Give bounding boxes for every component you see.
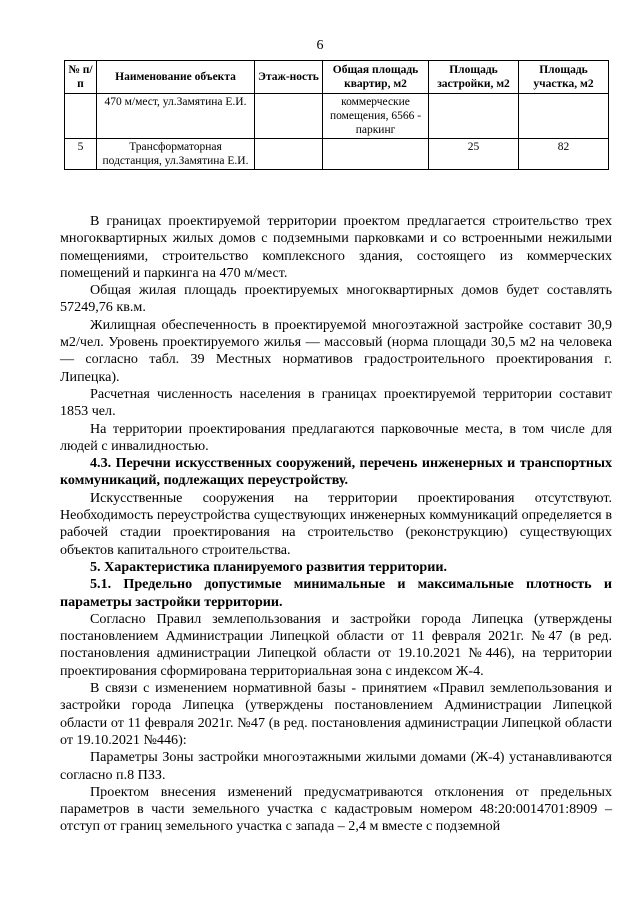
cell-number	[65, 94, 97, 139]
header-building-area: Площадь застройки, м2	[429, 61, 519, 94]
paragraph: В связи с изменением нормативной базы - принятием «Правил землепользования и застройки города Липецка (утверждены постановлением Администрации Липецкой области от 11 февраля 2021г. №47 (в ред. постановления администрации Липецкой области от 19.10.2021 №446):	[60, 680, 612, 748]
table-row	[65, 139, 609, 170]
paragraph: В границах проектируемой территории проектом предлагается строительство трех многоквартирных жилых домов с подземными парковками и со встроенными нежилыми помещениями, строительство комплексного здания, состоящего из коммерческих помещений и паркинга на 470 м/мест.	[60, 213, 612, 281]
cell-number: 5	[65, 139, 97, 170]
header-plot-area: Площадь участка, м2	[519, 61, 609, 94]
paragraph: Параметры Зоны застройки многоэтажными жилыми домами (Ж-4) устанавливаются согласно п.8 ПЗЗ.	[60, 749, 612, 783]
paragraph: Проектом внесения изменений предусматриваются отклонения от предельных параметров в части земельного участка с кадастровым номером 48:20:0014701:8909 – отступ от границ земельного участка с запада – 2,4 м вместе с подземной	[60, 783, 612, 835]
cell-object-name: Трансформаторная подстанция, ул.Замятина Е.И.	[97, 139, 255, 170]
cell-plot-area: 82	[519, 139, 609, 170]
section-heading: 5. Характеристика планируемого развития территории.	[90, 558, 447, 575]
objects-table	[64, 60, 609, 170]
cell-floors	[255, 139, 323, 170]
paragraph: На территории проектирования предлагаются парковочные места, в том числе для людей с инвалидностью.	[60, 420, 612, 454]
page-number: 6	[316, 38, 324, 53]
cell-object-name: 470 м/мест, ул.Замятина Е.И.	[97, 94, 255, 139]
cell-floors	[255, 94, 323, 139]
paragraph: Общая жилая площадь проектируемых многоквартирных домов будет составлять 57249,76 кв.м.	[60, 282, 612, 316]
document-body	[60, 213, 612, 836]
table-row	[65, 94, 609, 139]
cell-building-area	[429, 94, 519, 139]
header-object-name: Наименование объекта	[97, 61, 255, 94]
paragraph: Расчетная численность населения в границах проектируемой территории составит 1853 чел.	[60, 385, 612, 420]
cell-apartment-area	[323, 139, 429, 170]
paragraph: Жилищная обеспеченность в проектируемой многоэтажной застройке составит 30,9 м2/чел. Уровень проектируемого жилья — массовый (норма площади 30,5 м2 на человека — согласно табл. 39 Местных нормативов градостроительного проектирования г. Липецка).	[60, 316, 612, 385]
header-floors: Этаж-ность	[255, 61, 323, 94]
cell-plot-area	[519, 94, 609, 139]
cell-building-area: 25	[429, 139, 519, 170]
header-number: № п/п	[65, 61, 97, 94]
cell-apartment-area: коммерческие помещения, 6566 - паркинг	[323, 94, 429, 139]
section-heading: 5.1. Предельно допустимые минимальные и максимальные плотность и параметры застройки территории.	[60, 576, 612, 610]
header-apartment-area: Общая площадь квартир, м2	[323, 61, 429, 94]
table-header-row	[65, 61, 609, 94]
paragraph: Искусственные сооружения на территории проектирования отсутствуют. Необходимость переустройства существующих инженерных коммуникаций определяется в рабочей стадии проектирования на строительство (реконструкцию) существующих объектов капитального строительства.	[60, 489, 612, 558]
paragraph: Согласно Правил землепользования и застройки города Липецка (утверждены постановлением Администрации Липецкой области от 11 февраля 2021г. №47 (в ред. постановления администрации Липецкой области от 19.10.2021 №446), на территории проектирования сформирована территориальная зона с индексом Ж-4.	[60, 610, 612, 679]
section-heading: 4.3. Перечни искусственных сооружений, перечень инженерных и транспортных коммуникаций, подлежащих переустройству.	[60, 455, 612, 489]
